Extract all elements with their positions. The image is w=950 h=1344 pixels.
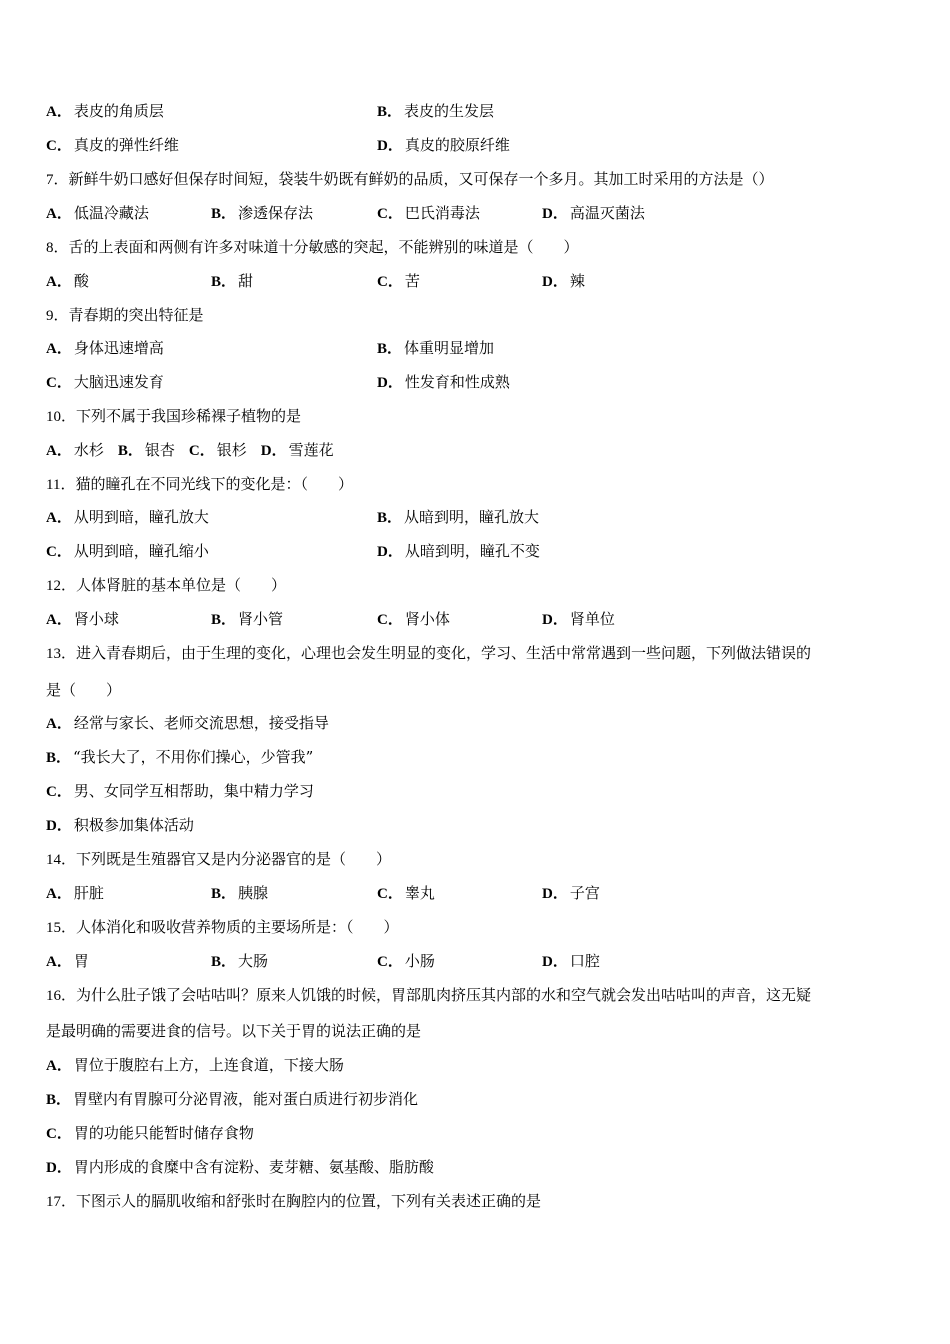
q15-stem: 15．人体消化和吸收营养物质的主要场所是：（ ） [46, 918, 399, 936]
q10-option-a: A． 水杉 [46, 441, 104, 459]
q11-option-c: C． 从明到暗，瞳孔缩小 [46, 542, 209, 560]
q10-options-row [46, 440, 348, 461]
q6-option-c: C． 真皮的弹性纤维 [46, 136, 179, 154]
q7-option-c: C． 巴氏消毒法 [377, 204, 480, 222]
q7-stem: 7．新鲜牛奶口感好但保存时间短，袋装牛奶既有鲜奶的品质，又可保存一个多月。其加工时采用的方法是（） [46, 170, 774, 188]
q9-option-b: B． 体重明显增加 [377, 339, 495, 357]
q15-option-b: B． 大肠 [211, 952, 269, 970]
q6-option-a: A． 表皮的角质层 [46, 102, 164, 120]
q14-stem: 14．下列既是生殖器官又是内分泌器官的是（ ） [46, 850, 392, 868]
q11-option-a: A． 从明到暗，瞳孔放大 [46, 508, 209, 526]
q13-option-b: B． “我长大了，不用你们操心，少管我” [46, 748, 314, 766]
q9-option-d: D． 性发育和性成熟 [377, 373, 510, 391]
q7-option-a: A． 低温冷藏法 [46, 204, 149, 222]
q8-stem: 8．舌的上表面和两侧有许多对味道十分敏感的突起，不能辨别的味道是（ ） [46, 238, 579, 256]
q16-option-b: B． 胃壁内有胃腺可分泌胃液，能对蛋白质进行初步消化 [46, 1090, 419, 1108]
q13-option-a: A． 经常与家长、老师交流思想，接受指导 [46, 714, 329, 732]
q11-stem: 11．猫的瞳孔在不同光线下的变化是：（ ） [46, 475, 353, 493]
q12-option-c: C． 肾小体 [377, 610, 450, 628]
q6-option-d: D． 真皮的胶原纤维 [377, 136, 510, 154]
q14-option-a: A． 肝脏 [46, 884, 104, 902]
q13-stem-line2: 是（ ） [46, 681, 122, 699]
q8-option-a: A． 酸 [46, 272, 89, 290]
q10-option-b: B． 银杏 [117, 441, 175, 459]
q16-option-c: C． 胃的功能只能暂时储存食物 [46, 1124, 254, 1142]
q15-option-c: C． 小肠 [377, 952, 435, 970]
q12-option-b: B． 肾小管 [211, 610, 284, 628]
q12-option-a: A． 肾小球 [46, 610, 119, 628]
q7-option-b: B． 渗透保存法 [211, 204, 314, 222]
q8-option-c: C． 苦 [377, 272, 420, 290]
q16-option-d: D． 胃内形成的食糜中含有淀粉、麦芽糖、氨基酸、脂肪酸 [46, 1158, 434, 1176]
q12-option-d: D． 肾单位 [542, 610, 615, 628]
q16-stem-line2: 是最明确的需要进食的信号。以下关于胃的说法正确的是 [46, 1022, 422, 1040]
q10-option-c: C． 银杉 [188, 441, 247, 459]
q13-option-d: D． 积极参加集体活动 [46, 816, 194, 834]
q16-option-a: A． 胃位于腹腔右上方，上连食道，下接大肠 [46, 1056, 344, 1074]
q13-option-c: C． 男、女同学互相帮助，集中精力学习 [46, 782, 314, 800]
q10-stem: 10．下列不属于我国珍稀裸子植物的是 [46, 407, 302, 425]
q6-option-b: B． 表皮的生发层 [377, 102, 495, 120]
q11-option-d: D． 从暗到明，瞳孔不变 [377, 542, 540, 560]
q7-option-d: D． 高温灭菌法 [542, 204, 645, 222]
q11-option-b: B． 从暗到明，瞳孔放大 [377, 508, 540, 526]
q14-option-d: D． 子宫 [542, 884, 600, 902]
q10-option-d: D． 雪莲花 [260, 441, 334, 459]
q16-stem-line1: 16．为什么肚子饿了会咕咕叫？原来人饥饿的时候，胃部肌肉挤压其内部的水和空气就会发出咕咕叫的声音，这无疑 [46, 986, 812, 1004]
q17-stem: 17．下图示人的膈肌收缩和舒张时在胸腔内的位置，下列有关表述正确的是 [46, 1192, 542, 1210]
q13-stem-line1: 13．进入青春期后，由于生理的变化，心理也会发生明显的变化，学习、生活中常常遇到一些问题，下列做法错误的 [46, 644, 812, 662]
q9-stem: 9．青春期的突出特征是 [46, 306, 204, 324]
q15-option-a: A． 胃 [46, 952, 89, 970]
q12-stem: 12．人体肾脏的基本单位是（ ） [46, 576, 287, 594]
q9-option-a: A． 身体迅速增高 [46, 339, 164, 357]
q8-option-d: D． 辣 [542, 272, 585, 290]
q15-option-d: D． 口腔 [542, 952, 600, 970]
q8-option-b: B． 甜 [211, 272, 254, 290]
q14-option-c: C． 睾丸 [377, 884, 435, 902]
q14-option-b: B． 胰腺 [211, 884, 269, 902]
q9-option-c: C． 大脑迅速发育 [46, 373, 164, 391]
